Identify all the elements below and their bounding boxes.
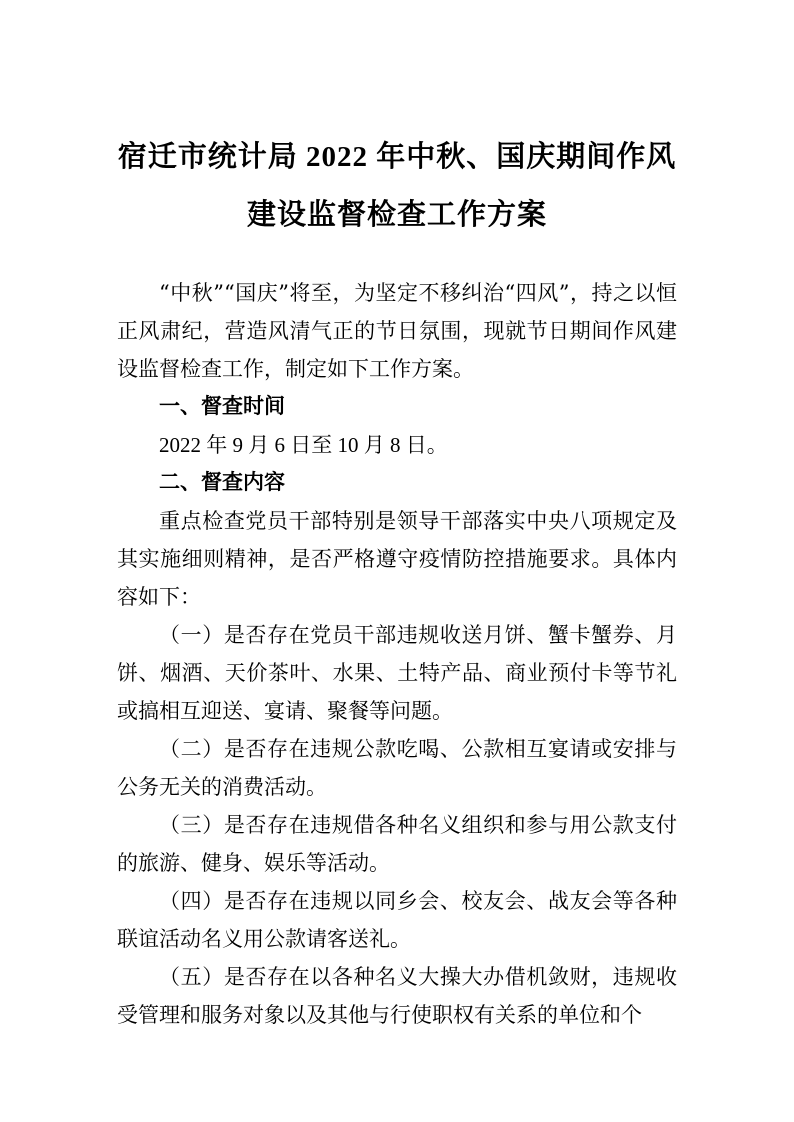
paragraph-inspection-date: 2022 年 9 月 6 日至 10 月 8 日。 xyxy=(159,433,448,457)
title-line-2: 建设监督检查工作方案 xyxy=(246,199,547,231)
document-body xyxy=(117,274,677,1034)
paragraph-item-1: （一）是否存在党员干部违规收送月饼、蟹卡蟹券、月饼、烟酒、天价茶叶、水果、土特产品、商业预付卡等节礼或搞相互迎送、宴请、聚餐等问题。 xyxy=(117,623,677,723)
paragraph-item-3: （三）是否存在违规借各种名义组织和参与用公款支付的旅游、健身、娱乐等活动。 xyxy=(117,813,677,875)
paragraph-item-5: （五）是否存在以各种名义大操大办借机敛财，违规收受管理和服务对象以及其他与行使职权有关系的单位和个 xyxy=(117,965,677,1027)
paragraph-item-4: （四）是否存在违规以同乡会、校友会、战友会等各种联谊活动名义用公款请客送礼。 xyxy=(117,889,677,951)
paragraph-intro: “中秋”“国庆”将至，为坚定不移纠治“四风”，持之以恒正风肃纪，营造风清气正的节日氛围，现就节日期间作风建设监督检查工作，制定如下工作方案。 xyxy=(117,281,677,381)
section-heading-inspection-time: 一、督查时间 xyxy=(159,395,285,418)
section-heading-inspection-content: 二、督查内容 xyxy=(159,471,285,494)
title-line-1: 宿迁市统计局 2022 年中秋、国庆期间作风 xyxy=(117,141,677,173)
document-title xyxy=(117,128,677,244)
paragraph-content-overview: 重点检查党员干部特别是领导干部落实中央八项规定及其实施细则精神，是否严格遵守疫情防控措施要求。具体内容如下： xyxy=(117,509,677,609)
paragraph-item-2: （二）是否存在违规公款吃喝、公款相互宴请或安排与公务无关的消费活动。 xyxy=(117,737,677,799)
